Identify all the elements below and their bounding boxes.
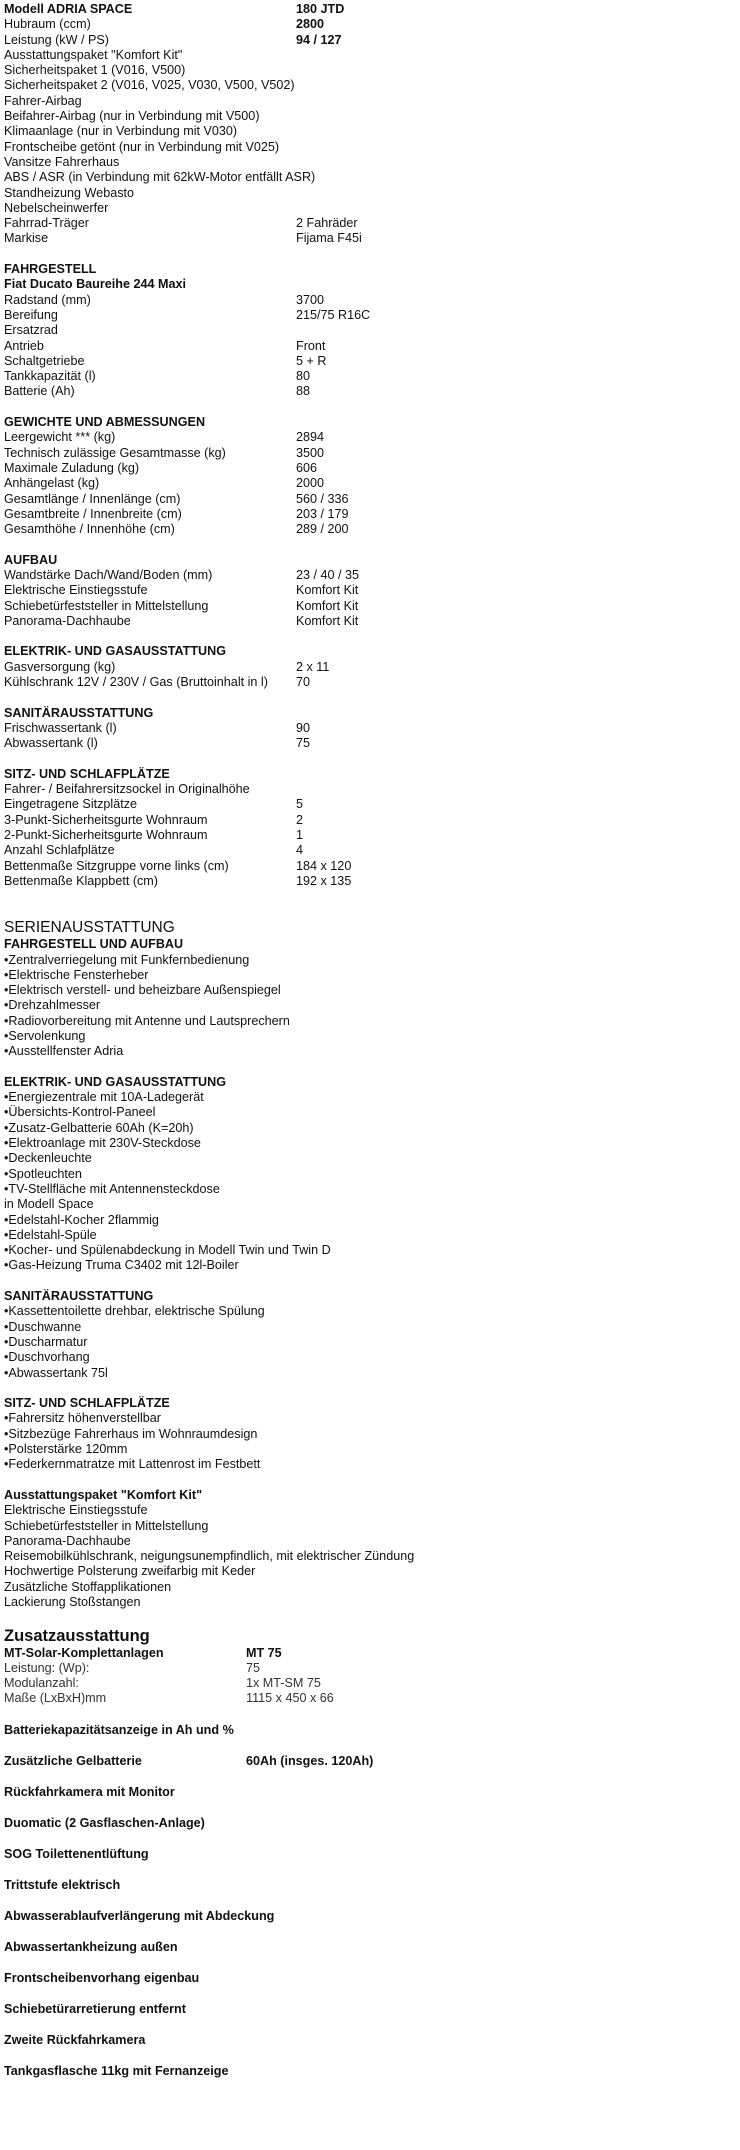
spec-row xyxy=(4,614,734,629)
list-item: •Spotleuchten xyxy=(4,1166,82,1181)
list-item: •Elektroanlage mit 230V-Steckdose xyxy=(4,1136,201,1151)
spec-row xyxy=(4,109,734,124)
spec-row-label: Standheizung Webasto xyxy=(4,185,134,200)
list-item: •Federkernmatratze mit Lattenrost im Festbett xyxy=(4,1457,261,1472)
spec-row-label: Modell ADRIA SPACE xyxy=(4,2,133,16)
spec-row xyxy=(4,721,734,736)
list-item: •Elektrische Fensterheber xyxy=(4,967,149,982)
spec-row-label: Leergewicht *** (kg) xyxy=(4,430,116,445)
spec-row-label: Markise xyxy=(4,231,49,246)
extra-item-label: Duomatic (2 Gasflaschen-Anlage) xyxy=(4,1815,205,1830)
extra-item xyxy=(4,1994,734,2025)
equipment-group-title: SITZ- UND SCHLAFPLÄTZE xyxy=(4,1396,170,1411)
spec-row-label: Vansitze Fahrerhaus xyxy=(4,154,120,169)
spec-row xyxy=(4,155,734,170)
list-item: •Duschvorhang xyxy=(4,1350,90,1365)
list-item: •Kassettentoilette drehbar, elektrische Spülung xyxy=(4,1304,265,1319)
spec-row-label: Elektrische Einstiegsstufe xyxy=(4,583,148,598)
list-item: •Sitzbezüge Fahrerhaus im Wohnraumdesign xyxy=(4,1426,258,1441)
spec-row-label: Gasversorgung (kg) xyxy=(4,659,116,674)
extra-item-label: Frontscheibenvorhang eigenbau xyxy=(4,1970,200,1985)
extra-item xyxy=(4,1715,734,1746)
spec-row-label: Anhängelast (kg) xyxy=(4,476,100,491)
extra-item xyxy=(4,1870,734,1901)
list-item: •Duscharmatur xyxy=(4,1334,88,1349)
spec-row xyxy=(4,323,734,338)
list-item: •Zentralverriegelung mit Funkfernbedienung xyxy=(4,952,250,967)
list-item: •Kocher- und Spülenabdeckung in Modell Twin und Twin D xyxy=(4,1243,331,1258)
solar-spec-row-value: 1x MT-SM 75 xyxy=(246,1676,321,1691)
spec-row xyxy=(4,583,734,598)
spec-row-value: 560 / 336 xyxy=(296,491,349,506)
extra-item xyxy=(4,1839,734,1870)
spec-row-label: Beifahrer-Airbag (nur in Verbindung mit V500) xyxy=(4,109,260,124)
section-subtitle: Fiat Ducato Baureihe 244 Maxi xyxy=(4,277,186,292)
list-item: •Elektrisch verstell- und beheizbare Außenspiegel xyxy=(4,983,281,998)
spec-row-value: 75 xyxy=(296,736,311,751)
spec-row-label: Klimaanlage (nur in Verbindung mit V030) xyxy=(4,124,238,139)
spec-row-label: Fahrrad-Träger xyxy=(4,216,89,231)
spec-row-value: 5 + R xyxy=(296,353,327,368)
extra-item-label: Batteriekapazitätsanzeige in Ah und % xyxy=(4,1722,234,1737)
spec-row-value: 80 xyxy=(296,369,311,384)
spec-row-label: Kühlschrank 12V / 230V / Gas (Bruttoinhalt in l) xyxy=(4,675,268,690)
spec-row-label: Nebelscheinwerfer xyxy=(4,200,109,215)
spec-row-label: Bereifung xyxy=(4,307,58,322)
spec-row-value: 23 / 40 / 35 xyxy=(296,567,360,582)
spec-row xyxy=(4,2,734,17)
solar-spec-row-label: Maße (LxBxH)mm xyxy=(4,1691,107,1706)
spec-row-value: 70 xyxy=(296,675,311,690)
list-item: •Deckenleuchte xyxy=(4,1151,92,1166)
spec-row-label: Frontscheibe getönt (nur in Verbindung mit V025) xyxy=(4,139,280,154)
spec-row xyxy=(4,201,734,216)
spec-row xyxy=(4,216,734,231)
spec-row xyxy=(4,48,734,63)
spec-row-label: Gesamthöhe / Innenhöhe (cm) xyxy=(4,522,175,537)
spec-row xyxy=(4,736,734,751)
spec-row-value: 2800 xyxy=(296,17,325,32)
spec-row-value: 94 / 127 xyxy=(296,32,342,47)
spec-row xyxy=(4,813,734,828)
solar-spec-row-value: 1115 x 450 x 66 xyxy=(246,1691,334,1706)
extra-item xyxy=(4,1808,734,1839)
solar-spec-row xyxy=(4,1691,734,1706)
spec-row xyxy=(4,797,734,812)
spec-row-value: 180 JTD xyxy=(296,2,345,16)
spec-row-label: Leistung (kW / PS) xyxy=(4,32,109,47)
spec-row-value: 5 xyxy=(296,797,304,812)
section-title: SITZ- UND SCHLAFPLÄTZE xyxy=(4,766,170,781)
solar-value: MT 75 xyxy=(246,1645,282,1660)
extra-item-label: Schiebetürarretierung entfernt xyxy=(4,2001,186,2016)
list-item: •Edelstahl-Spüle xyxy=(4,1227,97,1242)
spec-row xyxy=(4,874,734,889)
list-item: Lackierung Stoßstangen xyxy=(4,1594,141,1609)
spec-row xyxy=(4,660,734,675)
spec-row-label: Maximale Zuladung (kg) xyxy=(4,460,140,475)
extra-item-label: Zusätzliche Gelbatterie xyxy=(4,1753,142,1768)
spec-row-value: Front xyxy=(296,338,326,353)
extra-item-label: Abwasserablaufverlängerung mit Abdeckung xyxy=(4,1908,275,1923)
list-item: •Fahrersitz höhenverstellbar xyxy=(4,1411,162,1426)
spec-row-label: Gesamtbreite / Innenbreite (cm) xyxy=(4,506,182,521)
spec-row-label: Panorama-Dachhaube xyxy=(4,613,131,628)
spec-row-label: Radstand (mm) xyxy=(4,292,91,307)
list-item: •Zusatz-Gelbatterie 60Ah (K=20h) xyxy=(4,1120,194,1135)
spec-row-value: 2 Fahräder xyxy=(296,216,358,231)
section-title: GEWICHTE UND ABMESSUNGEN xyxy=(4,415,206,430)
solar-spec-row xyxy=(4,1676,734,1691)
spec-row xyxy=(4,339,734,354)
spec-row-value: 2 x 11 xyxy=(296,659,330,674)
extra-item xyxy=(4,1932,734,1963)
equipment-group-title: ELEKTRIK- UND GASAUSSTATTUNG xyxy=(4,1074,227,1089)
section-title: AUFBAU xyxy=(4,552,58,567)
extra-item-label: Trittstufe elektrisch xyxy=(4,1877,121,1892)
spec-row xyxy=(4,293,734,308)
spec-row xyxy=(4,63,734,78)
list-item: •Duschwanne xyxy=(4,1319,82,1334)
spec-row-label: 2-Punkt-Sicherheitsgurte Wohnraum xyxy=(4,828,208,843)
spec-row-label: Frischwassertank (l) xyxy=(4,720,117,735)
spec-row-label: Technisch zulässige Gesamtmasse (kg) xyxy=(4,445,226,460)
list-item: in Modell Space xyxy=(4,1197,94,1212)
solar-spec-row-label: Leistung: (Wp): xyxy=(4,1660,90,1675)
spec-row-value: 90 xyxy=(296,720,311,735)
extra-item xyxy=(4,2056,734,2087)
spec-row-label: Schaltgetriebe xyxy=(4,353,85,368)
equipment-group-title: Ausstattungspaket "Komfort Kit" xyxy=(4,1487,203,1502)
spec-row-label: Bettenmaße Klappbett (cm) xyxy=(4,873,158,888)
spec-row-value: 215/75 R16C xyxy=(296,307,371,322)
spec-row-value: 3700 xyxy=(296,292,325,307)
spec-row-label: Fahrer-Airbag xyxy=(4,93,82,108)
standard-equipment xyxy=(4,919,734,1610)
list-item: •Übersichts-Kontrol-Paneel xyxy=(4,1105,156,1120)
extra-item xyxy=(4,1777,734,1808)
spec-row-value: 203 / 179 xyxy=(296,506,349,521)
spec-row-label: 3-Punkt-Sicherheitsgurte Wohnraum xyxy=(4,812,208,827)
spec-row-value: 289 / 200 xyxy=(296,522,349,537)
spec-row-value: 1 xyxy=(296,828,304,843)
spec-row xyxy=(4,140,734,155)
spec-row-label: ABS / ASR (in Verbindung mit 62kW-Motor entfällt ASR) xyxy=(4,170,316,185)
spec-row-label: Batterie (Ah) xyxy=(4,384,75,399)
spec-row-value: 192 x 135 xyxy=(296,873,352,888)
spec-row-label: Sicherheitspaket 2 (V016, V025, V030, V500, V502) xyxy=(4,78,295,93)
list-item: •Polsterstärke 120mm xyxy=(4,1442,128,1457)
spec-row-value: 4 xyxy=(296,843,304,858)
spec-row-label: Gesamtlänge / Innenlänge (cm) xyxy=(4,491,181,506)
spec-row xyxy=(4,354,734,369)
spec-row xyxy=(4,446,734,461)
spec-row-label: Anzahl Schlafplätze xyxy=(4,843,115,858)
list-item: •Drehzahlmesser xyxy=(4,998,101,1013)
spec-row-value: 184 x 120 xyxy=(296,858,352,873)
extra-item-label: Zweite Rückfahrkamera xyxy=(4,2032,146,2047)
spec-row xyxy=(4,384,734,399)
spec-row-label: Antrieb xyxy=(4,338,44,353)
extra-item-label: Tankgasflasche 11kg mit Fernanzeige xyxy=(4,2063,229,2078)
spec-row-value: 2 xyxy=(296,812,304,827)
spec-row-label: Abwassertank (l) xyxy=(4,736,98,751)
standard-equipment-title: SERIENAUSSTATTUNG xyxy=(4,919,175,937)
list-item: Elektrische Einstiegsstufe xyxy=(4,1503,148,1518)
spec-row-value: 88 xyxy=(296,384,311,399)
list-item: Panorama-Dachhaube xyxy=(4,1533,131,1548)
spec-row-value: 2894 xyxy=(296,430,325,445)
spec-row xyxy=(4,782,734,797)
spec-row-label: Wandstärke Dach/Wand/Boden (mm) xyxy=(4,567,213,582)
spec-row xyxy=(4,17,734,32)
spec-row xyxy=(4,492,734,507)
list-item: •Energiezentrale mit 10A-Ladegerät xyxy=(4,1090,204,1105)
spec-row-label: Ausstattungspaket "Komfort Kit" xyxy=(4,47,183,62)
section-title: SANITÄRAUSSTATTUNG xyxy=(4,705,154,720)
section-title: ELEKTRIK- UND GASAUSSTATTUNG xyxy=(4,644,227,659)
spec-row xyxy=(4,78,734,93)
spec-row xyxy=(4,170,734,185)
spec-row-label: Fahrer- / Beifahrersitzsockel in Originalhöhe xyxy=(4,782,250,797)
extra-item xyxy=(4,1746,734,1777)
solar-spec-row xyxy=(4,1661,734,1676)
spec-row-label: Sicherheitspaket 1 (V016, V500) xyxy=(4,63,186,78)
list-item: Schiebetürfeststeller in Mittelstellung xyxy=(4,1518,209,1533)
list-item: •TV-Stellfläche mit Antennensteckdose xyxy=(4,1181,220,1196)
spec-row-label: Hubraum (ccm) xyxy=(4,17,91,32)
spec-row xyxy=(4,476,734,491)
solar-spec-row-value: 75 xyxy=(246,1660,261,1675)
spec-row-label: Schiebetürfeststeller in Mittelstellung xyxy=(4,598,209,613)
extra-item-label: Rückfahrkamera mit Monitor xyxy=(4,1784,175,1799)
spec-row-label: Ersatzrad xyxy=(4,323,58,338)
spec-row xyxy=(4,507,734,522)
solar-row xyxy=(4,1646,734,1661)
spec-row xyxy=(4,675,734,690)
spec-row xyxy=(4,828,734,843)
spec-row xyxy=(4,231,734,246)
spec-row xyxy=(4,124,734,139)
extra-item xyxy=(4,1963,734,1994)
list-item: •Radiovorbereitung mit Antenne und Lautsprechern xyxy=(4,1013,290,1028)
spec-row xyxy=(4,430,734,445)
spec-row xyxy=(4,33,734,48)
list-item: Reisemobilkühlschrank, neigungsunempfindlich, mit elektrischer Zündung xyxy=(4,1549,415,1564)
equipment-group-title: FAHRGESTELL UND AUFBAU xyxy=(4,937,184,952)
spec-row-value: 3500 xyxy=(296,445,325,460)
section-title: FAHRGESTELL xyxy=(4,262,97,277)
extra-item xyxy=(4,1901,734,1932)
equipment-group-title: SANITÄRAUSSTATTUNG xyxy=(4,1289,154,1304)
spec-row-label: Eingetragene Sitzplätze xyxy=(4,797,138,812)
list-item: Zusätzliche Stoffapplikationen xyxy=(4,1579,172,1594)
spec-row xyxy=(4,369,734,384)
extra-item-value: 60Ah (insges. 120Ah) xyxy=(246,1753,374,1768)
spec-row xyxy=(4,859,734,874)
spec-document xyxy=(4,2,734,2087)
spec-row-value: 2000 xyxy=(296,476,325,491)
spec-row xyxy=(4,308,734,323)
extra-item-label: Abwassertankheizung außen xyxy=(4,1939,178,1954)
list-item: •Servolenkung xyxy=(4,1029,86,1043)
extra-item xyxy=(4,2025,734,2056)
spec-row xyxy=(4,599,734,614)
list-item: •Ausstellfenster Adria xyxy=(4,1044,124,1059)
spec-row xyxy=(4,186,734,201)
tech-sections xyxy=(4,247,734,889)
list-item: Hochwertige Polsterung zweifarbig mit Keder xyxy=(4,1564,256,1579)
spec-row-value: Komfort Kit xyxy=(296,598,359,613)
list-item: •Gas-Heizung Truma C3402 mit 12l-Boiler xyxy=(4,1258,239,1273)
spec-row xyxy=(4,461,734,476)
spec-row xyxy=(4,94,734,109)
extra-equipment xyxy=(4,1626,734,2087)
extra-item-label: SOG Toilettenentlüftung xyxy=(4,1846,149,1861)
solar-label: MT-Solar-Komplettanlagen xyxy=(4,1645,164,1660)
model-specs xyxy=(4,2,734,247)
spec-row xyxy=(4,568,734,583)
spec-row-value: Komfort Kit xyxy=(296,613,359,628)
list-item: •Abwassertank 75l xyxy=(4,1365,108,1380)
spec-row-value: Komfort Kit xyxy=(296,583,359,598)
spec-row xyxy=(4,843,734,858)
spec-row-value: 606 xyxy=(296,460,318,475)
spec-row xyxy=(4,522,734,537)
list-item: •Edelstahl-Kocher 2flammig xyxy=(4,1212,159,1227)
solar-spec-row-label: Modulanzahl: xyxy=(4,1676,79,1691)
spec-row-value: Fijama F45i xyxy=(296,231,362,246)
extra-equipment-title: Zusatzausstattung xyxy=(4,1626,150,1645)
spec-row-label: Tankkapazität (l) xyxy=(4,369,96,384)
spec-row-label: Bettenmaße Sitzgruppe vorne links (cm) xyxy=(4,858,229,873)
